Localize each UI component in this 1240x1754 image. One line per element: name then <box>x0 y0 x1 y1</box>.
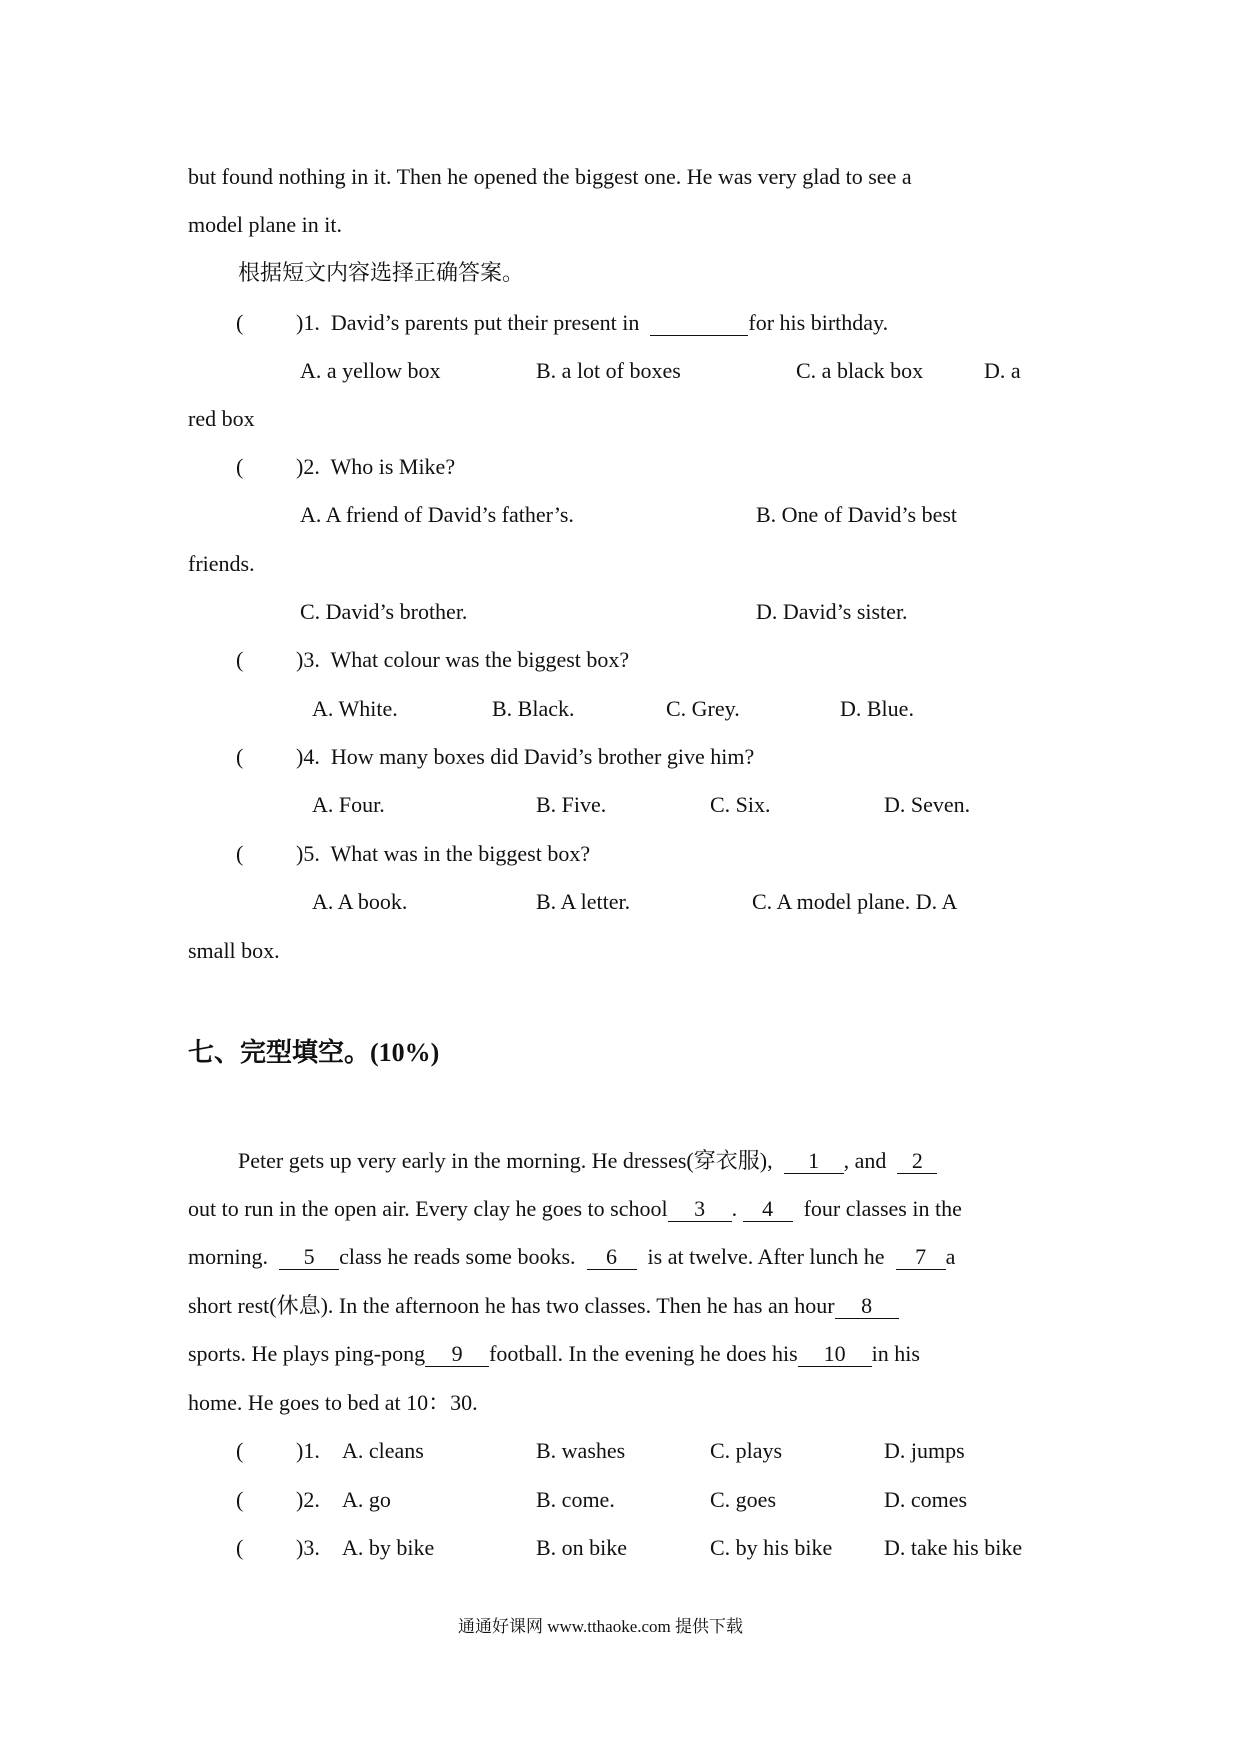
cloze-line <box>188 1343 920 1367</box>
question-number: )1. <box>296 310 320 335</box>
option: A. go <box>342 1487 391 1512</box>
cloze-text: class he reads some books. <box>339 1244 576 1269</box>
cloze-text: a <box>945 1244 956 1269</box>
answer-paren: ( <box>236 454 244 479</box>
option: B. A letter. <box>536 889 631 914</box>
cloze-blank: 10 <box>798 1343 872 1367</box>
cloze-blank: 1 <box>784 1150 844 1174</box>
cloze-line <box>238 1150 937 1174</box>
cloze-blank: 6 <box>587 1246 637 1270</box>
cloze-text: out to run in the open air. Every clay he goes to school <box>188 1196 668 1221</box>
cloze-text: is at twelve. After lunch he <box>647 1244 885 1269</box>
cloze-blank: 3 <box>668 1198 732 1222</box>
cloze-text: football. In the evening he does his <box>489 1341 798 1366</box>
question-2 <box>296 456 455 478</box>
question-3 <box>296 649 629 671</box>
question-text: Who is Mike? <box>330 454 456 479</box>
option: A. White. <box>312 696 398 721</box>
question-number: )4. <box>296 744 320 769</box>
cloze-text: morning. <box>188 1244 269 1269</box>
option: A. by bike <box>342 1535 435 1560</box>
option: B. Black. <box>492 696 575 721</box>
answer-paren: ( <box>236 841 244 866</box>
option: B. One of David’s best <box>756 502 958 527</box>
option: B. a lot of boxes <box>536 358 681 383</box>
answer-paren: ( <box>236 647 244 672</box>
option: A. cleans <box>342 1438 424 1463</box>
item-number: )3. <box>296 1535 320 1560</box>
option: C. by his bike <box>710 1535 833 1560</box>
cloze-text: in his <box>871 1341 920 1366</box>
option: A. A friend of David’s father’s. <box>300 502 574 527</box>
option: A. a yellow box <box>300 358 441 383</box>
option: D. take his bike <box>884 1535 1023 1560</box>
option-continuation: red box <box>188 406 255 431</box>
question-text: What was in the biggest box? <box>330 841 591 866</box>
option: C. plays <box>710 1438 783 1463</box>
question-5 <box>296 843 590 865</box>
answer-paren: ( <box>236 1487 244 1512</box>
option: D. Blue. <box>840 696 914 721</box>
question-number: )2. <box>296 454 320 479</box>
option: A. A book. <box>312 889 408 914</box>
question-text: How many boxes did David’s brother give him? <box>330 744 755 769</box>
passage-line: model plane in it. <box>188 212 342 237</box>
option: A. Four. <box>312 792 385 817</box>
cloze-blank: 5 <box>279 1246 339 1270</box>
option-continuation: friends. <box>188 551 255 576</box>
answer-paren: ( <box>236 310 244 335</box>
answer-blank <box>650 312 748 336</box>
option: B. washes <box>536 1438 626 1463</box>
question-text: What colour was the biggest box? <box>330 647 630 672</box>
cloze-text: . <box>731 1196 738 1221</box>
instruction: 根据短文内容选择正确答案。 <box>238 260 525 285</box>
item-number: )1. <box>296 1438 320 1463</box>
section-heading: 七、完型填空。(10%) <box>188 1038 440 1067</box>
cloze-line <box>188 1198 962 1222</box>
cloze-text: sports. He plays ping-pong <box>188 1341 426 1366</box>
cloze-blank: 8 <box>835 1295 899 1319</box>
answer-paren: ( <box>236 1438 244 1463</box>
option: B. on bike <box>536 1535 628 1560</box>
answer-paren: ( <box>236 744 244 769</box>
option: C. A model plane. D. A <box>752 889 958 914</box>
item-number: )2. <box>296 1487 320 1512</box>
question-number: )3. <box>296 647 320 672</box>
option-continuation: small box. <box>188 938 280 963</box>
question-4 <box>296 746 754 768</box>
cloze-blank: 9 <box>425 1343 489 1367</box>
cloze-text: Peter gets up very early in the morning. He dresses(穿衣服), <box>238 1148 773 1173</box>
option: C. Grey. <box>666 696 740 721</box>
option: C. Six. <box>710 792 771 817</box>
cloze-text: four classes in the <box>803 1196 962 1221</box>
option: D. Seven. <box>884 792 971 817</box>
cloze-blank: 2 <box>897 1150 937 1174</box>
page-footer: 通通好课网 www.tthaoke.com 提供下载 <box>458 1617 744 1636</box>
cloze-line <box>188 1246 955 1270</box>
option: B. Five. <box>536 792 607 817</box>
cloze-text: , and <box>843 1148 887 1173</box>
cloze-text: short rest(休息). In the afternoon he has two classes. Then he has an hour <box>188 1293 835 1318</box>
question-text: David’s parents put their present in <box>330 310 640 335</box>
option: C. David’s brother. <box>300 599 468 624</box>
cloze-blank: 4 <box>743 1198 793 1222</box>
option: D. jumps <box>884 1438 965 1463</box>
cloze-line <box>188 1295 899 1319</box>
option: D. a <box>984 358 1021 383</box>
option: C. a black box <box>796 358 924 383</box>
question-text: for his birthday. <box>748 310 889 335</box>
cloze-line: home. He goes to bed at 10：30. <box>188 1390 478 1415</box>
answer-paren: ( <box>236 1535 244 1560</box>
option: B. come. <box>536 1487 615 1512</box>
question-1 <box>296 312 888 336</box>
option: C. goes <box>710 1487 776 1512</box>
option: D. comes <box>884 1487 968 1512</box>
passage-line: but found nothing in it. Then he opened the biggest one. He was very glad to see a <box>188 164 912 189</box>
question-number: )5. <box>296 841 320 866</box>
option: D. David’s sister. <box>756 599 908 624</box>
cloze-blank: 7 <box>896 1246 946 1270</box>
